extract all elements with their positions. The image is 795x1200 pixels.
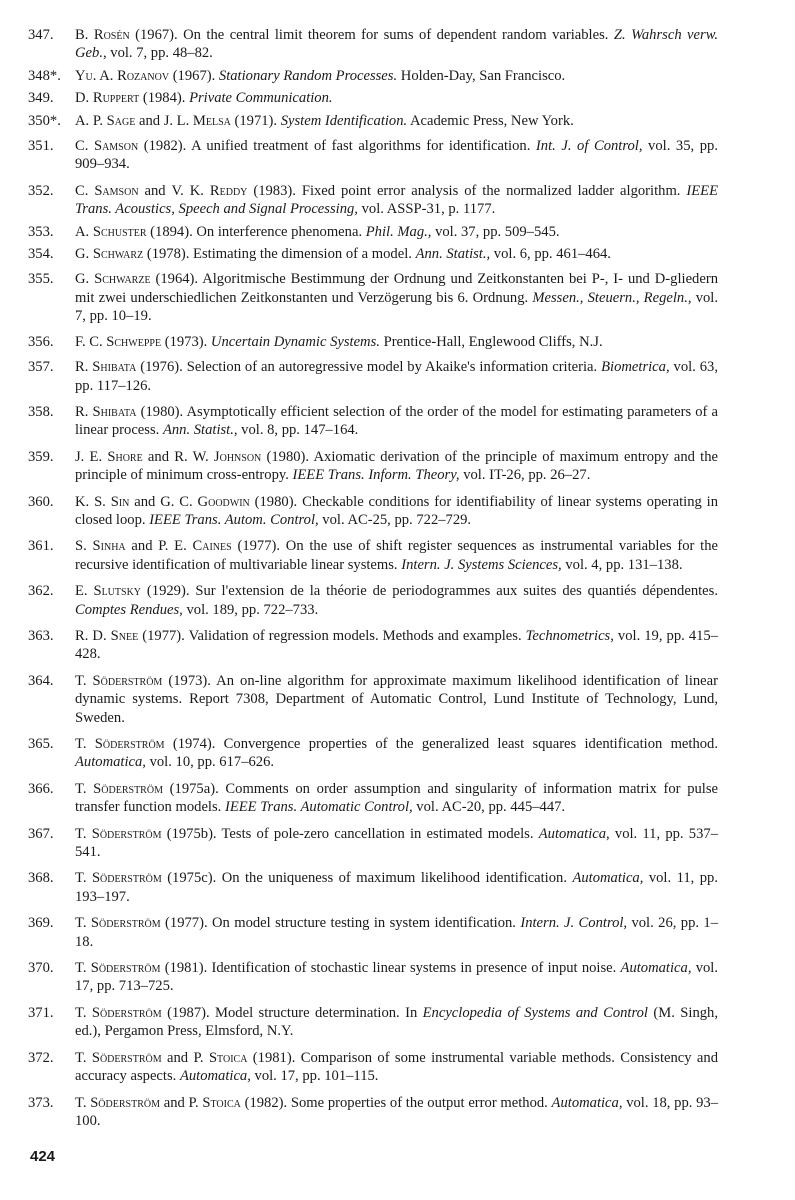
reference-text-segment: vol. 26, pp. 1–18. <box>75 915 718 950</box>
author-name: G. C. Goodwin <box>160 493 250 510</box>
reference-entry <box>28 448 718 485</box>
reference-text <box>75 270 718 325</box>
reference-text-segment: vol. 7, pp. 10–19. <box>75 289 719 325</box>
reference-number: 354. <box>28 246 54 263</box>
reference-text-segment: (1964). Algoritmische Bestimmung der Ordnung und Zeitkonstanten bei P-, I- und D-gliedern mit zwei underschiedlichen Zeitkonstanten und Verzögerung bis 6. Ordnung. <box>75 271 718 306</box>
author-name: P. E. Caines <box>158 538 232 555</box>
reference-number: 351. <box>28 138 54 155</box>
publication-title: Technometrics, <box>525 627 614 644</box>
reference-text <box>75 1049 718 1086</box>
publication-title: Intern. J. Systems Sciences, <box>401 556 562 573</box>
reference-text <box>75 112 718 130</box>
publication-title: Private Communication. <box>189 90 333 107</box>
reference-list <box>28 26 718 1138</box>
reference-text-segment: Academic Press, New York. <box>407 112 574 129</box>
reference-text-segment: vol. 17, pp. 713–725. <box>75 960 718 995</box>
publication-title: Automatica, <box>551 1094 623 1111</box>
reference-number: 361. <box>28 538 54 555</box>
reference-text <box>75 914 718 951</box>
reference-text-segment: (1978). Estimating the dimension of a model. <box>143 246 416 263</box>
reference-text-segment: (1975a). Comments on order assumption and singularity of information matrix for pulse transfer function models. <box>75 780 718 816</box>
reference-entry <box>28 582 718 619</box>
reference-text-segment: vol. 35, pp. 909–934. <box>75 138 718 173</box>
reference-text-segment: (1980). Checkable conditions for identifiability of linear systems operating in closed loop. <box>75 493 719 528</box>
publication-title: Automatica, <box>620 960 692 977</box>
reference-text-segment: (1973). An on-line algorithm for approximate maximum likelihood identification of linear dynamic systems. Report 7308, Department of Automatic Control, Lund Institute of Technology, Lund, Sweden. <box>75 672 718 726</box>
reference-number: 360. <box>28 493 54 510</box>
author-name: P. Stoica <box>193 1049 248 1066</box>
reference-text <box>75 582 718 619</box>
reference-text <box>75 245 718 263</box>
reference-text <box>75 627 718 664</box>
reference-entry <box>28 627 718 664</box>
reference-entry <box>28 26 718 63</box>
reference-number: 353. <box>28 223 54 240</box>
reference-entry <box>28 780 718 817</box>
reference-text-segment: (1977). Validation of regression models. Methods and examples. <box>138 627 526 644</box>
publication-title: Automatica, <box>75 754 146 771</box>
reference-entry <box>28 1049 718 1086</box>
reference-text <box>75 1094 718 1131</box>
reference-text <box>75 959 718 996</box>
reference-number: 373. <box>28 1094 54 1111</box>
reference-text-segment: (1967). On the central limit theorem for sums of dependent random variables. <box>129 27 614 43</box>
reference-text <box>75 735 718 772</box>
reference-entry <box>28 333 718 351</box>
author-name: T. Söderström <box>75 870 162 887</box>
author-name: T. Söderström <box>75 1004 162 1021</box>
reference-text-segment: and <box>129 493 161 510</box>
reference-entry <box>28 403 718 440</box>
reference-entry <box>28 358 718 395</box>
reference-text-segment: vol. AC-25, pp. 722–729. <box>318 511 472 528</box>
reference-number: 365. <box>28 736 54 752</box>
reference-text-segment: vol. IT-26, pp. 26–27. <box>459 467 591 484</box>
reference-text-segment: (1976). Selection of an autoregressive model by Akaike's information criteria. <box>136 359 602 376</box>
author-name: E. Slutsky <box>75 583 142 600</box>
reference-text <box>75 869 718 906</box>
reference-entry <box>28 270 718 325</box>
reference-number: 367. <box>28 825 54 842</box>
reference-entry <box>28 137 718 174</box>
reference-entry <box>28 89 718 107</box>
reference-number: 368. <box>28 870 54 887</box>
publication-title: Phil. Mag., <box>365 223 432 240</box>
reference-text-segment: Holden-Day, San Francisco. <box>397 67 566 84</box>
reference-text <box>75 493 718 530</box>
reference-text-segment: and <box>161 1049 194 1066</box>
reference-text-segment: vol. 11, pp. 537–541. <box>75 825 718 861</box>
publication-title: Automatica, <box>179 1068 251 1085</box>
author-name: R. D. Snee <box>75 627 139 644</box>
publication-title: Automatica, <box>572 870 644 887</box>
reference-text <box>75 1004 718 1041</box>
reference-text-segment: (1894). On interference phenomena. <box>146 223 366 240</box>
author-name: T. Söderström <box>75 915 161 932</box>
reference-entry <box>28 182 718 219</box>
author-name: V. K. Reddy <box>171 182 248 199</box>
author-name: T. Söderström <box>75 736 165 752</box>
author-name: T. Söderström <box>75 960 161 977</box>
author-name: T. Söderström <box>75 1049 162 1066</box>
publication-title: Ann. Statist., <box>162 422 238 439</box>
publication-title: Biometrica, <box>601 359 670 376</box>
reference-text-segment: (1982). Some properties of the output error method. <box>240 1094 552 1111</box>
author-name: A. P. Sage <box>75 112 136 129</box>
publication-title: Encyclopedia of Systems and Control <box>422 1004 648 1021</box>
reference-text-segment: (1982). A unified treatment of fast algorithms for identification. <box>138 138 536 155</box>
reference-number: 350*. <box>28 112 61 129</box>
reference-number: 357. <box>28 359 54 376</box>
publication-title: Int. J. of Control, <box>535 138 643 155</box>
page-number: 424 <box>30 1148 56 1165</box>
reference-text-segment: and <box>138 182 172 199</box>
publication-title: Stationary Random Processes. <box>218 67 398 84</box>
reference-text-segment: (1981). Comparison of some instrumental variable methods. Consistency and accuracy aspects. <box>75 1049 718 1085</box>
reference-entry <box>28 223 718 241</box>
author-name: F. C. Schweppe <box>75 333 162 350</box>
reference-text-segment: vol. ASSP-31, p. 1177. <box>357 201 496 218</box>
reference-number: 348*. <box>28 67 61 84</box>
reference-text-segment: (1983). Fixed point error analysis of the normalized ladder algorithm. <box>247 182 687 199</box>
reference-text <box>75 67 718 85</box>
reference-text-segment: (1980). Axiomatic derivation of the principle of maximum entropy and the principle of minimum cross-entropy. <box>75 448 718 484</box>
reference-text-segment: (1967). <box>169 67 219 84</box>
reference-text-segment: and <box>135 112 164 129</box>
author-name: J. L. Melsa <box>163 112 231 129</box>
reference-entry <box>28 825 718 862</box>
reference-entry <box>28 537 718 574</box>
reference-text-segment: vol. 37, pp. 509–545. <box>431 223 560 240</box>
reference-text-segment: (M. Singh, ed.), Pergamon Press, Elmsford, N.Y. <box>75 1004 718 1040</box>
author-name: K. S. Sin <box>75 493 130 510</box>
reference-text-segment: vol. 4, pp. 131–138. <box>561 556 683 573</box>
reference-number: 347. <box>28 27 54 43</box>
reference-number: 372. <box>28 1049 54 1066</box>
reference-text <box>75 26 718 63</box>
author-name: T. Söderström <box>75 672 163 689</box>
reference-number: 363. <box>28 627 54 644</box>
reference-text-segment: vol. 18, pp. 93–100. <box>75 1094 719 1129</box>
author-name: T. Söderström <box>75 1094 160 1111</box>
reference-text <box>75 825 718 862</box>
publication-title: IEEE Trans. Automatic Control, <box>224 799 413 816</box>
reference-number: 359. <box>28 448 54 465</box>
reference-text <box>75 358 718 395</box>
reference-text-segment: (1974). Convergence properties of the generalized least squares identification method. <box>164 736 719 752</box>
reference-text-segment: (1929). Sur l'extension de la théorie de periodogrammes aux suites des quantiés dépendentes. <box>141 583 718 600</box>
reference-text-segment: vol. 6, pp. 461–464. <box>490 246 611 263</box>
publication-title: Comptes Rendues, <box>75 601 183 618</box>
reference-entry <box>28 672 718 727</box>
reference-text-segment: , vol. 7, pp. 48–82. <box>102 45 213 62</box>
author-name: Yu. A. Rozanov <box>75 67 170 84</box>
reference-text <box>75 333 718 351</box>
reference-text-segment: (1975b). Tests of pole-zero cancellation in estimated models. <box>161 825 539 842</box>
reference-number: 364. <box>28 672 54 689</box>
reference-number: 369. <box>28 915 54 932</box>
reference-text-segment: Prentice-Hall, Englewood Cliffs, N.J. <box>379 333 603 350</box>
reference-text-segment: vol. 63, pp. 117–126. <box>75 359 718 394</box>
reference-number: 356. <box>28 333 54 350</box>
publication-title: Messen., Steuern., Regeln., <box>532 289 692 306</box>
author-name: D. Ruppert <box>75 90 140 107</box>
reference-text-segment: vol. 189, pp. 722–733. <box>182 601 319 618</box>
reference-number: 370. <box>28 960 54 977</box>
reference-text <box>75 537 718 574</box>
reference-text <box>75 137 718 174</box>
author-name: J. E. Shore <box>75 448 143 465</box>
reference-number: 349. <box>28 90 54 107</box>
publication-title: Z. Wahrsch verw. Geb. <box>75 27 718 62</box>
reference-text <box>75 223 718 241</box>
reference-text-segment: (1977). On the use of shift register sequences as instrumental variables for the recursive identification of multivariable linear systems. <box>75 538 718 573</box>
reference-entry <box>28 1004 718 1041</box>
reference-text-segment: vol. AC-20, pp. 445–447. <box>412 799 566 816</box>
author-name: G. Schwarz <box>75 246 144 263</box>
reference-text-segment: vol. 19, pp. 415–428. <box>75 627 719 663</box>
reference-text <box>75 182 718 219</box>
reference-text <box>75 672 718 727</box>
author-name: S. Sinha <box>75 538 126 555</box>
reference-entry <box>28 1094 718 1131</box>
reference-number: 352. <box>28 182 54 199</box>
reference-entry <box>28 914 718 951</box>
reference-text-segment: and <box>160 1094 189 1111</box>
publication-title: Automatica, <box>538 825 610 842</box>
author-name: G. Schwarze <box>75 271 151 288</box>
reference-number: 358. <box>28 403 54 420</box>
publication-title: IEEE Trans. Autom. Control, <box>149 511 319 528</box>
author-name: B. Rosén <box>75 27 130 43</box>
author-name: R. W. Johnson <box>174 448 262 465</box>
publication-title: Intern. J. Control, <box>520 915 628 932</box>
reference-text-segment: (1977). On model structure testing in system identification. <box>160 915 521 932</box>
author-name: A. Schuster <box>75 223 147 240</box>
reference-text <box>75 780 718 817</box>
reference-text-segment: (1975c). On the uniqueness of maximum likelihood identification. <box>161 870 573 887</box>
reference-text-segment: (1980). Asymptotically efficient selection of the order of the model for estimating parameters of a linear process. <box>75 403 718 439</box>
reference-text-segment: (1987). Model structure determination. In <box>161 1004 423 1021</box>
reference-text-segment: (1984). <box>139 90 190 107</box>
reference-entry <box>28 67 718 85</box>
reference-number: 371. <box>28 1004 54 1021</box>
reference-entry <box>28 493 718 530</box>
reference-text-segment: (1981). Identification of stochastic linear systems in presence of input noise. <box>160 960 621 977</box>
reference-text-segment: and <box>125 538 159 555</box>
author-name: R. Shibata <box>75 403 137 420</box>
publication-title: Ann. Statist., <box>415 246 491 263</box>
author-name: C. Samson <box>75 138 139 155</box>
reference-number: 362. <box>28 583 54 600</box>
author-name: R. Shibata <box>75 359 137 376</box>
reference-text <box>75 403 718 440</box>
reference-text-segment: and <box>142 448 175 465</box>
reference-text <box>75 89 718 107</box>
reference-text-segment: (1973). <box>161 333 211 350</box>
reference-text-segment: vol. 17, pp. 101–115. <box>250 1068 379 1085</box>
reference-entry <box>28 869 718 906</box>
author-name: C. Samson <box>75 182 139 199</box>
reference-number: 366. <box>28 780 54 797</box>
author-name: T. Söderström <box>75 825 162 842</box>
reference-entry <box>28 959 718 996</box>
author-name: T. Söderström <box>75 780 163 797</box>
reference-entry <box>28 735 718 772</box>
reference-number: 355. <box>28 271 54 288</box>
publication-title: System Identification. <box>280 112 408 129</box>
reference-text-segment: vol. 10, pp. 617–626. <box>145 754 275 771</box>
reference-text-segment: vol. 11, pp. 193–197. <box>75 870 719 905</box>
reference-text <box>75 448 718 485</box>
publication-title: IEEE Trans. Inform. Theory, <box>292 467 460 484</box>
reference-entry <box>28 245 718 263</box>
publication-title: Uncertain Dynamic Systems. <box>210 333 380 350</box>
reference-text-segment: (1971). <box>230 112 281 129</box>
reference-entry <box>28 112 718 130</box>
publication-title: IEEE Trans. Acoustics, Speech and Signal Processing, <box>75 182 718 218</box>
reference-text-segment: vol. 8, pp. 147–164. <box>237 422 359 439</box>
author-name: P. Stoica <box>188 1094 241 1111</box>
